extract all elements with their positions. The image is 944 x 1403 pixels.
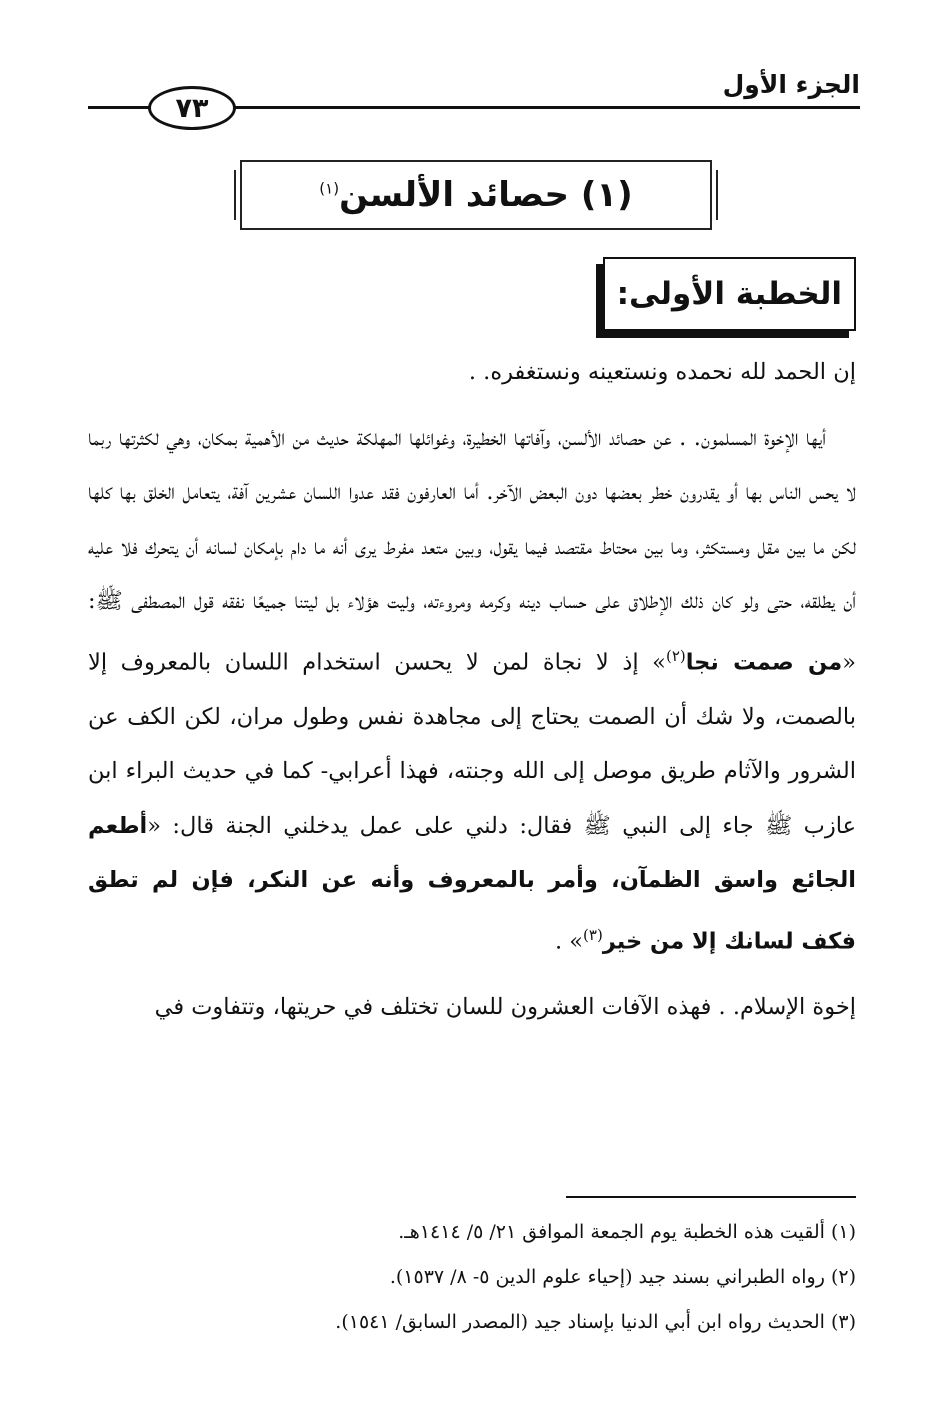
paragraph-main-part-1: أيها الإخوة المسلمون. . عن حصائد الألسن، وآفاتها الخطيرة، وغوائلها المهلكة حديث من الأهمية بمكان، وهي لكثرتها ربما لا يحس الناس بها أو يقدرون خطر بعضها دون البعض الآخر. أما العارفون فقد عدوا اللسان عشرين آفة، يتعامل الخلق بها كلها لكن ما بين مقل ومستكثر، وما بين محتاط مقتصد فيما يقول، وبين متعد مفرط يرى أنه ما دام بإمكان لسانه أن يتحرك فلا عليه أن يطلقه، حتى ولو كان ذلك الإطلاق على حساب دينه وكرمه ومروءته، وليت هؤلاء بل ليتنا جميعًا نفقه قول المصطفى ﷺ: « bbox=[88, 424, 856, 675]
footnote-separator bbox=[566, 1196, 856, 1198]
page-number: ٧٣ bbox=[148, 86, 236, 130]
paragraph-main-part-3: » . bbox=[554, 928, 584, 954]
chapter-title bbox=[319, 175, 632, 215]
footnotes bbox=[88, 1210, 856, 1345]
footnote-mark-3: (٣) bbox=[583, 925, 603, 944]
paragraph-main-part-2: » إذ لا نجاة لمن لا يحسن استخدام اللسان بالمعروف إلا بالصمت، ولا شك أن الصمت يحتاج إلى مجاهدة نفس وطول مران، لكن الكف عن الشرور والآثام طريق موصل إلى الله وجنته، فهذا أعرابي- كما في حديث البراء ابن عازب ﷺ جاء إلى النبي ﷺ فقال: دلني على عمل يدخلني الجنة قال: « bbox=[88, 649, 856, 839]
hadith-quote-2: أطعم الجائع واسق الظمآن، وأمر بالمعروف وأنه عن النكر، فإن لم تطق فكف لسانك إلا من خير bbox=[88, 812, 856, 954]
running-header-part-title: الجزء الأول bbox=[722, 70, 860, 99]
chapter-title-box bbox=[240, 160, 712, 230]
paragraph-continued: إخوة الإسلام. . فهذه الآفات العشرون للسان تختلف في حريتها، وتتفاوت في bbox=[154, 993, 856, 1020]
body-text bbox=[88, 345, 856, 1034]
footnote-mark-2: (٢) bbox=[665, 646, 686, 665]
footnote-2: (٢) رواه الطبراني بسند جيد (إحياء علوم الدين ٥- ٨/ ١٥٣٧). bbox=[389, 1266, 856, 1288]
footnote-1: (١) ألقيت هذه الخطبة يوم الجمعة الموافق ٢١/ ٥/ ١٤١٤هـ. bbox=[398, 1221, 856, 1243]
chapter-footnote-mark: (١) bbox=[319, 179, 340, 198]
paragraph-opening: إن الحمد لله نحمده ونستعينه ونستغفره. . bbox=[468, 359, 856, 385]
footnote-3: (٣) الحديث رواه ابن أبي الدنيا بإسناد جيد (المصدر السابق/ ١٥٤١). bbox=[335, 1311, 856, 1333]
chapter-title-text: (١) حصائد الألسن bbox=[339, 175, 633, 215]
paragraph-main bbox=[88, 411, 856, 969]
section-heading: الخطبة الأولى: bbox=[603, 257, 856, 331]
hadith-quote-1: من صمت نجا bbox=[685, 649, 843, 675]
